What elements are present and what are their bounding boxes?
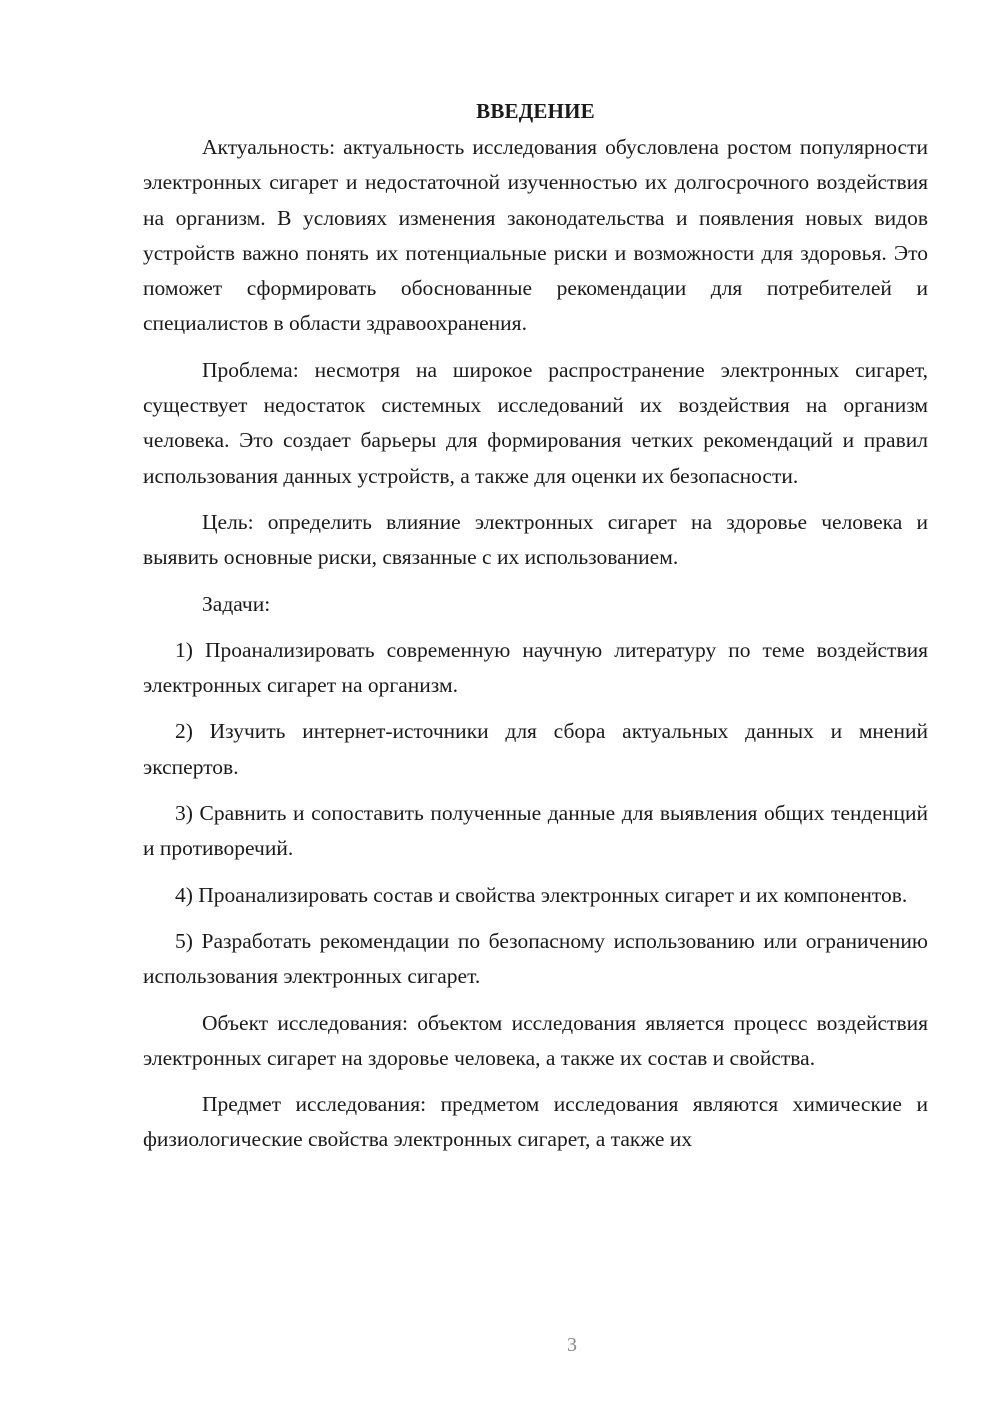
paragraph-tasks-label: Задачи: xyxy=(202,591,271,616)
paragraph-subject: Предмет исследования: предметом исследования являются химические и физиологические свойства электронных сигарет, а также их xyxy=(143,1092,928,1152)
section-heading: ВВЕДЕНИЕ xyxy=(476,99,595,123)
task-item-2: 2) Изучить интернет-источники для сбора актуальных данных и мнений экспертов. xyxy=(143,719,928,779)
task-item-5: 5) Разработать рекомендации по безопасному использованию или ограничению использования электронных сигарет. xyxy=(143,928,928,989)
paragraph-goal: Цель: определить влияние электронных сигарет на здоровье человека и выявить основные риски, связанные с их использованием. xyxy=(143,509,928,570)
page-number: 3 xyxy=(567,1334,577,1356)
task-item-3: 3) Сравнить и сопоставить полученные данные для выявления общих тенденций и противоречий. xyxy=(143,801,928,861)
page-content xyxy=(143,96,928,1169)
task-item-1: 1) Проанализировать современную научную литературу по теме воздействия электронных сигарет на организм. xyxy=(143,637,928,698)
paragraph-object: Объект исследования: объектом исследования является процесс воздействия электронных сигарет на здоровье человека, а также их состав и свойства. xyxy=(143,1010,928,1070)
task-item-4: 4) Проанализировать состав и свойства электронных сигарет и их компонентов. xyxy=(175,882,908,907)
paragraph-problem: Проблема: несмотря на широкое распространение электронных сигарет, существует недостаток системных исследований их воздействия на организм человека. Это создает барьеры для формирования четких рекомендаций и правил использования данных устройств, а также для оценки их безопасности. xyxy=(143,357,928,488)
paragraph-relevance: Актуальность: актуальность исследования обусловлена ростом популярности электронных сигарет и недостаточной изученностью их долгосрочного воздействия на организм. В условиях изменения законодательства и появления новых видов устройств важно понять их потенциальные риски и возможности для здоровья. Это поможет сформировать обоснованные рекомендации для потребителей и специалистов в области здравоохранения. xyxy=(143,135,928,336)
